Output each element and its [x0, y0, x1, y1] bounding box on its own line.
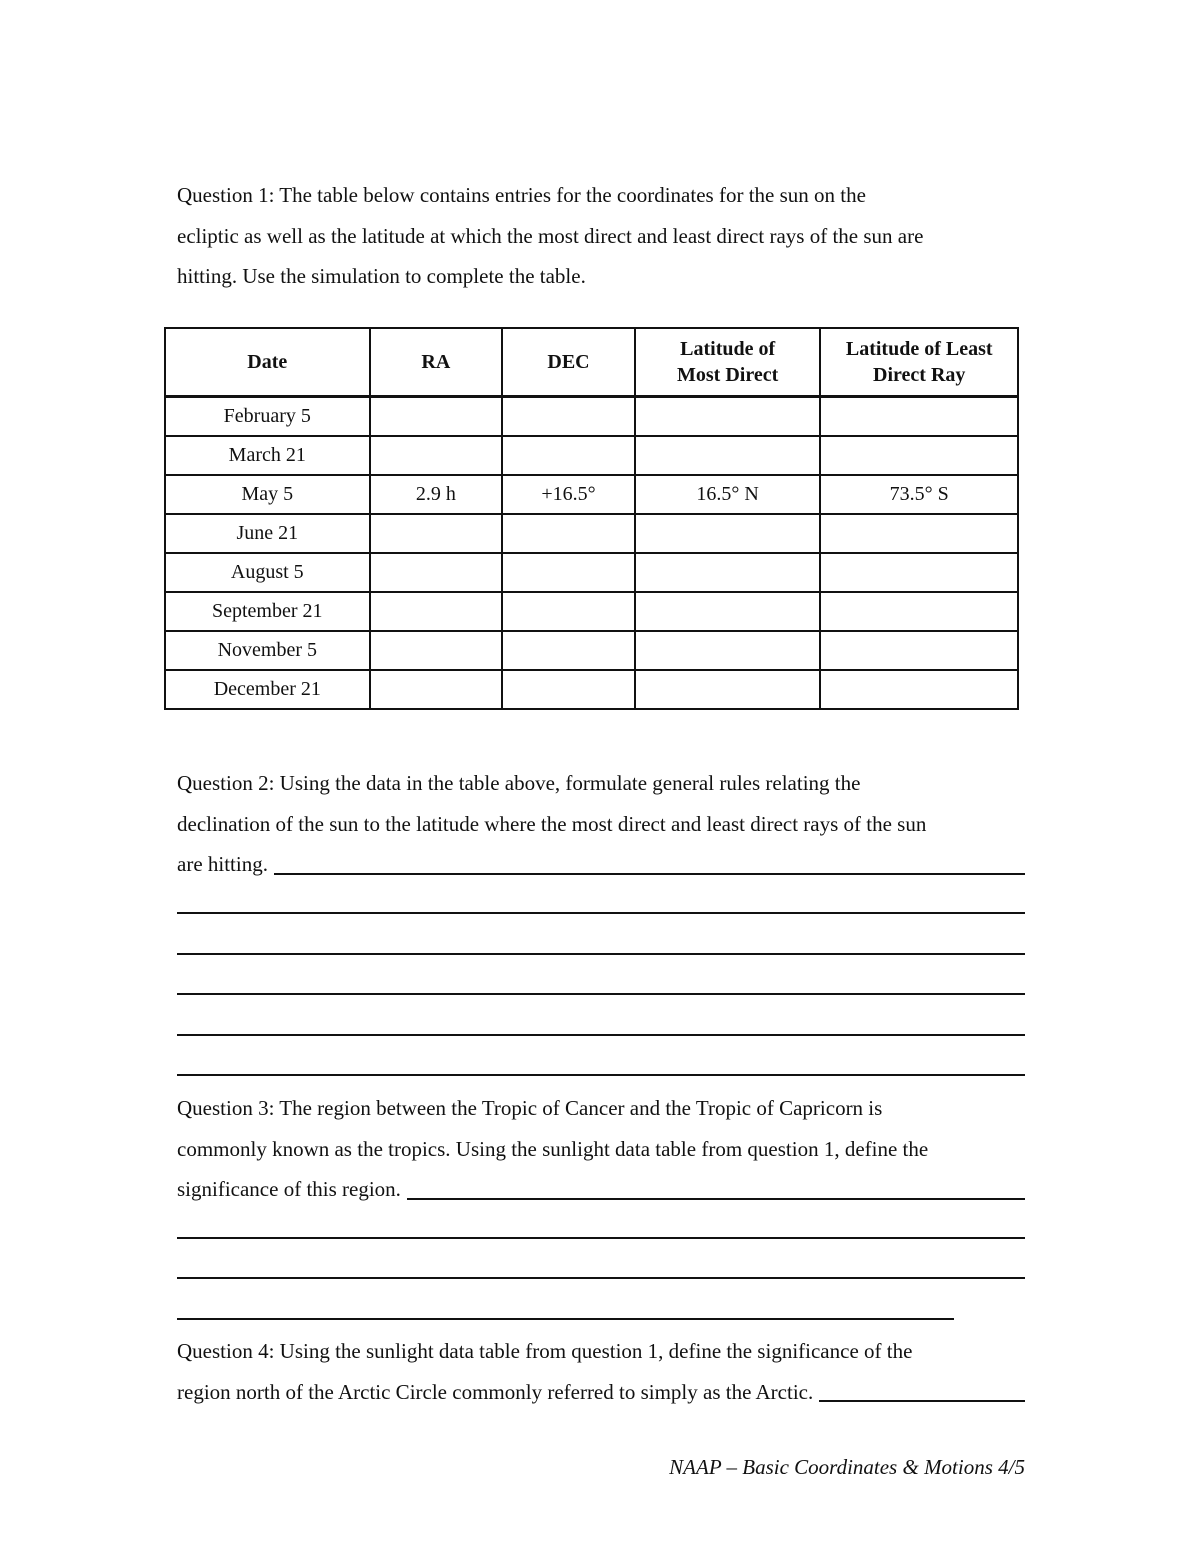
cell-dec[interactable] [502, 436, 635, 475]
header-least-direct-line2: Direct Ray [873, 364, 966, 386]
cell-most-direct[interactable] [635, 631, 821, 670]
question-2 [177, 763, 1025, 885]
question-1 [177, 175, 1025, 297]
answer-blank[interactable] [274, 873, 1025, 875]
cell-dec[interactable] [502, 592, 635, 631]
cell-most-direct[interactable] [635, 592, 821, 631]
question-3-line: significance of this region. [177, 1177, 401, 1201]
table-row [165, 397, 1018, 437]
cell-most-direct[interactable] [635, 553, 821, 592]
table-row [165, 514, 1018, 553]
header-least-direct-line1: Latitude of Least [845, 338, 993, 360]
table-row [165, 475, 1018, 514]
cell-date: December 21 [165, 670, 370, 709]
question-1-line: ecliptic as well as the latitude at which the most direct and least direct rays of the sun are [177, 223, 924, 248]
cell-date: February 5 [165, 397, 370, 437]
question-3 [177, 1088, 1025, 1210]
question-4-line: Question 4: Using the sunlight data table from question 1, define the significance of the [177, 1339, 913, 1363]
cell-ra[interactable] [370, 436, 503, 475]
cell-ra: 2.9 h [370, 475, 503, 514]
header-least-direct [820, 328, 1018, 397]
question-4 [177, 1331, 1025, 1412]
page-footer: NAAP – Basic Coordinates & Motions 4/5 [669, 1455, 1025, 1479]
cell-most-direct[interactable] [635, 670, 821, 709]
question-4-line: region north of the Arctic Circle commonly referred to simply as the Arctic. [177, 1379, 814, 1404]
table-header-row [165, 328, 1018, 397]
cell-least-direct[interactable] [820, 397, 1018, 437]
cell-most-direct[interactable] [635, 397, 821, 437]
cell-date: March 21 [165, 436, 370, 475]
cell-date: June 21 [165, 514, 370, 553]
question-3-line: Question 3: The region between the Tropic of Cancer and the Tropic of Capricorn is [177, 1096, 883, 1120]
header-date: Date [165, 328, 370, 397]
cell-ra[interactable] [370, 631, 503, 670]
header-most-direct-line1: Latitude of [680, 338, 776, 360]
cell-date: May 5 [165, 475, 370, 514]
cell-dec[interactable] [502, 553, 635, 592]
cell-ra[interactable] [370, 670, 503, 709]
answer-line[interactable] [177, 912, 1025, 914]
cell-least-direct[interactable] [820, 514, 1018, 553]
answer-line[interactable] [177, 993, 1025, 995]
table-row [165, 670, 1018, 709]
answer-line[interactable] [177, 953, 1025, 955]
cell-dec[interactable] [502, 514, 635, 553]
question-2-line: are hitting. [177, 852, 268, 876]
answer-blank[interactable] [819, 1400, 1025, 1402]
cell-ra[interactable] [370, 397, 503, 437]
cell-ra[interactable] [370, 553, 503, 592]
cell-most-direct[interactable] [635, 436, 821, 475]
question-4-last-line [177, 1372, 1025, 1413]
answer-blank[interactable] [407, 1198, 1025, 1200]
question-1-line: Question 1: The table below contains entries for the coordinates for the sun on the [177, 183, 866, 207]
answer-line[interactable] [177, 1277, 1025, 1279]
answer-line[interactable] [177, 1034, 1025, 1036]
table-row [165, 631, 1018, 670]
cell-dec[interactable] [502, 670, 635, 709]
sun-coordinates-table [164, 327, 1019, 710]
cell-least-direct: 73.5° S [820, 475, 1018, 514]
cell-least-direct[interactable] [820, 436, 1018, 475]
answer-line[interactable] [177, 1318, 954, 1320]
table-row [165, 553, 1018, 592]
answer-line[interactable] [177, 1237, 1025, 1239]
question-2-last-line [177, 844, 1025, 885]
header-ra: RA [370, 328, 503, 397]
cell-least-direct[interactable] [820, 553, 1018, 592]
cell-least-direct[interactable] [820, 670, 1018, 709]
cell-date: September 21 [165, 592, 370, 631]
cell-dec[interactable] [502, 397, 635, 437]
cell-date: November 5 [165, 631, 370, 670]
question-1-line: hitting. Use the simulation to complete the table. [177, 264, 586, 288]
cell-dec: +16.5° [502, 475, 635, 514]
cell-most-direct[interactable] [635, 514, 821, 553]
question-3-last-line [177, 1169, 1025, 1210]
cell-ra[interactable] [370, 592, 503, 631]
cell-dec[interactable] [502, 631, 635, 670]
header-dec: DEC [502, 328, 635, 397]
header-most-direct-line2: Most Direct [677, 364, 779, 386]
cell-most-direct: 16.5° N [635, 475, 821, 514]
question-3-line: commonly known as the tropics. Using the sunlight data table from question 1, define the [177, 1136, 929, 1161]
header-most-direct [635, 328, 821, 397]
cell-date: August 5 [165, 553, 370, 592]
answer-line[interactable] [177, 1074, 1025, 1076]
table-row [165, 592, 1018, 631]
cell-ra[interactable] [370, 514, 503, 553]
question-2-line: declination of the sun to the latitude where the most direct and least direct rays of the sun [177, 811, 927, 836]
table-row [165, 436, 1018, 475]
cell-least-direct[interactable] [820, 631, 1018, 670]
question-2-line: Question 2: Using the data in the table above, formulate general rules relating the [177, 771, 861, 795]
cell-least-direct[interactable] [820, 592, 1018, 631]
